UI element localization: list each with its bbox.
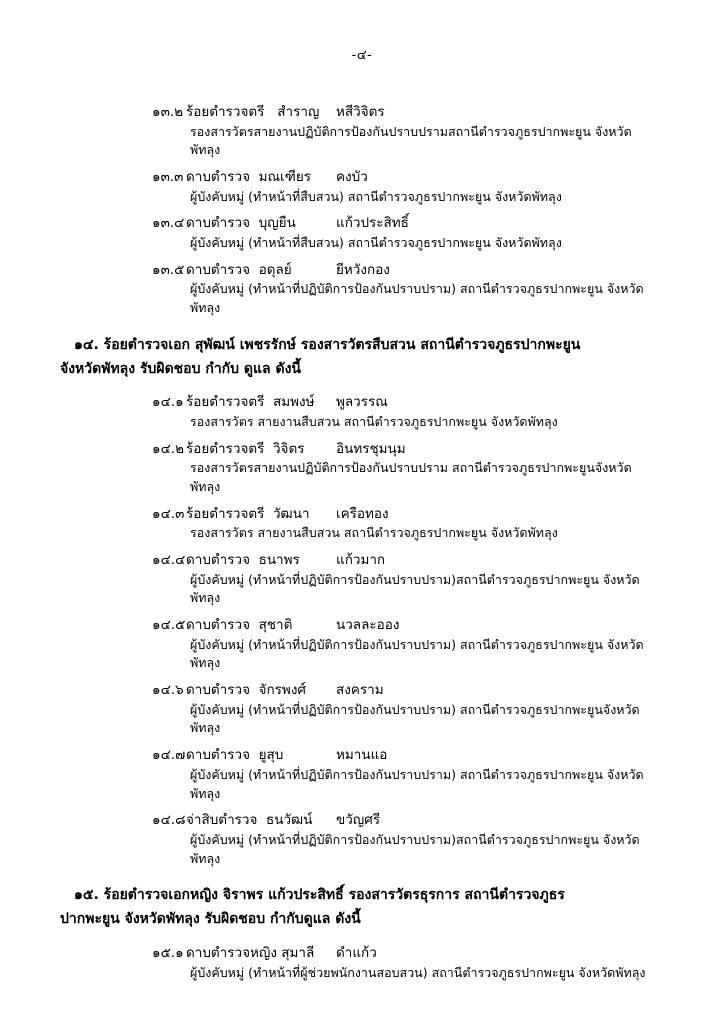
entry-rank-name: ดาบตำรวจ มณเฑียร bbox=[186, 169, 311, 186]
section-heading-line2: ปากพะยูน จังหวัดพัทลุง รับผิดชอบ กำกับดูแล ดังนี้ bbox=[60, 911, 361, 928]
entry-description: ผู้บังคับหมู่ (ทำหน้าที่ปฏิบัติการป้องกันปราบปราม) สถานีตำรวจภูธรปากพะยูน จังหวัดพัทลุง bbox=[190, 281, 644, 315]
section-heading-line1: ๑๕. ร้อยตำรวจเอกหญิง จิราพร แก้วประสิทธิ์ รองสารวัตรธุรการ สถานีตำรวจภูธร bbox=[74, 887, 565, 904]
entry-description: รองสารวัตร สายงานสืบสวน สถานีตำรวจภูธรปากพะยูน จังหวัดพัทลุง bbox=[190, 413, 558, 429]
entry-description: ผู้บังคับหมู่ (ทำหน้าที่ปฏิบัติการป้องกันปราบปราม) สถานีตำรวจภูธรปากพะยูนจังหวัดพัทลุง bbox=[190, 701, 640, 736]
list-item bbox=[112, 944, 658, 982]
entry-number: ๑๔.๑ bbox=[152, 394, 184, 411]
entry-surname: แก้วประสิทธิ์ bbox=[336, 215, 409, 232]
entry-surname: หมานแอ bbox=[336, 747, 388, 764]
entry-rank-name: ดาบตำรวจ จักรพงศ์ bbox=[186, 682, 306, 699]
entry-surname: สงคราม bbox=[336, 682, 384, 699]
entry-surname: พูลวรรณ bbox=[336, 394, 388, 411]
entry-line bbox=[112, 616, 658, 636]
list-item bbox=[112, 393, 658, 431]
entry-line bbox=[112, 551, 658, 571]
entry-number: ๑๕.๑ bbox=[152, 944, 184, 961]
list-item bbox=[112, 168, 658, 206]
list-item bbox=[112, 616, 658, 673]
entry-surname: ยีหวังกอง bbox=[336, 261, 390, 278]
entry-rank-name: จ่าสิบตำรวจ ธนวัฒน์ bbox=[186, 812, 313, 829]
entry-description: รองสารวัตรสายงานปฏิบัติการป้องกันปราบปรามสถานีตำรวจภูธรปากพะยูน จังหวัดพัทลุง bbox=[190, 123, 632, 158]
list-item bbox=[112, 811, 658, 868]
entry-number: ๑๔.๓ bbox=[152, 505, 185, 522]
entry-description: ผู้บังคับหมู่ (ทำหน้าที่สืบสวน) สถานีตำรวจภูธรปากพะยูน จังหวัดพัทลุง bbox=[190, 234, 562, 250]
entry-number: ๑๔.๗ bbox=[152, 747, 186, 764]
entry-line bbox=[112, 944, 658, 964]
list-item bbox=[112, 214, 658, 252]
section-heading-line2: จังหวัดพัทลุง รับผิดชอบ กำกับ ดูแล ดังนี้ bbox=[60, 360, 301, 377]
entry-line bbox=[112, 103, 658, 123]
entry-surname: หสีวิจิตร bbox=[336, 104, 385, 120]
entry-number: ๑๓.๓ bbox=[152, 169, 184, 186]
entry-rank-name: ดาบตำรวจ สุชาติ bbox=[186, 617, 293, 634]
entry-rank-name: ดาบตำรวจหญิง สุมาลี bbox=[186, 944, 315, 961]
entry-rank-name: ดาบตำรวจ ยูสุบ bbox=[186, 747, 284, 764]
entry-line bbox=[112, 681, 658, 701]
entry-line bbox=[112, 505, 658, 525]
list-item bbox=[112, 681, 658, 738]
entry-rank-name: ดาบตำรวจ อดุลย์ bbox=[186, 261, 292, 278]
entry-rank-name: ร้อยตำรวจตรี วิจิตร bbox=[186, 440, 305, 457]
entry-line bbox=[112, 440, 658, 460]
entry-rank-name: ร้อยตำรวจตรี วัฒนา bbox=[186, 505, 310, 522]
entry-number: ๑๔.๕ bbox=[152, 617, 186, 634]
section-heading bbox=[60, 884, 658, 932]
entry-number: ๑๓.๒ bbox=[152, 104, 183, 120]
entry-description: ผู้บังคับหมู่ (ทำหน้าที่ปฏิบัติการป้องกันปราบปราม) สถานีตำรวจภูธรปากพะยูน จังหวัดพัทลุง bbox=[190, 636, 644, 671]
section-heading bbox=[60, 334, 658, 382]
entry-rank-name: ดาบตำรวจ บุญยืน bbox=[186, 215, 296, 232]
entry-number: ๑๔.๘ bbox=[152, 812, 186, 829]
list-item bbox=[112, 505, 658, 543]
list-item bbox=[112, 261, 658, 318]
entry-surname: เครือทอง bbox=[336, 505, 389, 522]
document-body bbox=[60, 103, 664, 982]
entry-line bbox=[112, 811, 658, 831]
entry-line bbox=[112, 261, 658, 281]
entry-line bbox=[112, 214, 658, 234]
entry-description: ผู้บังคับหมู่ (ทำหน้าที่ปฏิบัติการป้องกันปราบปราม) สถานีตำรวจภูธรปากพะยูน จังหวัดพัทลุง bbox=[190, 766, 644, 801]
entry-surname: ขวัญศรี bbox=[336, 812, 381, 829]
list-item bbox=[112, 440, 658, 497]
entry-description: ผู้บังคับหมู่ (ทำหน้าที่ปฏิบัติการป้องกันปราบปราม)สถานีตำรวจภูธรปากพะยูน จังหวัดพัทลุง bbox=[190, 831, 640, 866]
list-item bbox=[112, 746, 658, 803]
entry-rank-name: ร้อยตำรวจตรี สำราญ bbox=[186, 104, 320, 120]
entry-description: ผู้บังคับหมู่ (ทำหน้าที่สืบสวน) สถานีตำรวจภูธรปากพะยูน จังหวัดพัทลุง bbox=[190, 188, 562, 204]
entry-number: ๑๔.๖ bbox=[152, 682, 184, 699]
entry-line bbox=[112, 746, 658, 766]
entry-description: รองสารวัตร สายงานสืบสวน สถานีตำรวจภูธรปากพะยูน จังหวัดพัทลุง bbox=[190, 525, 558, 541]
page-number: -๔- bbox=[351, 48, 373, 63]
entry-number: ๑๔.๔ bbox=[152, 552, 186, 569]
entry-number: ๑๔.๒ bbox=[152, 440, 184, 457]
entry-line bbox=[112, 393, 658, 413]
entry-number: ๑๓.๕ bbox=[152, 261, 185, 278]
entry-surname: นวลละออง bbox=[336, 617, 400, 634]
entry-rank-name: ร้อยตำรวจตรี สมพงษ์ bbox=[186, 394, 315, 411]
list-item bbox=[112, 103, 658, 160]
entry-rank-name: ดาบตำรวจ ธนาพร bbox=[186, 552, 300, 569]
entry-surname: แก้วมาก bbox=[336, 552, 386, 569]
entry-line bbox=[112, 168, 658, 188]
entry-surname: อินทรชุมนุม bbox=[336, 440, 406, 457]
list-item bbox=[112, 551, 658, 608]
entry-description: ผู้บังคับหมู่ (ทำหน้าที่ปฏิบัติการป้องกันปราบปราม)สถานีตำรวจภูธรปากพะยูน จังหวัดพัทลุง bbox=[190, 571, 640, 606]
entry-surname: คงบัว bbox=[336, 169, 368, 186]
section-heading-line1: ๑๔. ร้อยตำรวจเอก สุพัฒน์ เพชรรักษ์ รองสารวัตรสืบสวน สถานีตำรวจภูธรปากพะยูน bbox=[74, 336, 581, 353]
entry-description: ผู้บังคับหมู่ (ทำหน้าที่ผู้ช่วยพนักงานสอบสวน) สถานีตำรวจภูธรปากพะยูน จังหวัดพัทลุง bbox=[190, 964, 646, 980]
entry-surname: ดำแก้ว bbox=[336, 944, 377, 961]
entry-description: รองสารวัตรสายงานปฏิบัติการป้องกันปราบปราม สถานีตำรวจภูธรปากพะยูนจังหวัดพัทลุง bbox=[190, 460, 632, 494]
entry-number: ๑๓.๔ bbox=[152, 215, 185, 232]
